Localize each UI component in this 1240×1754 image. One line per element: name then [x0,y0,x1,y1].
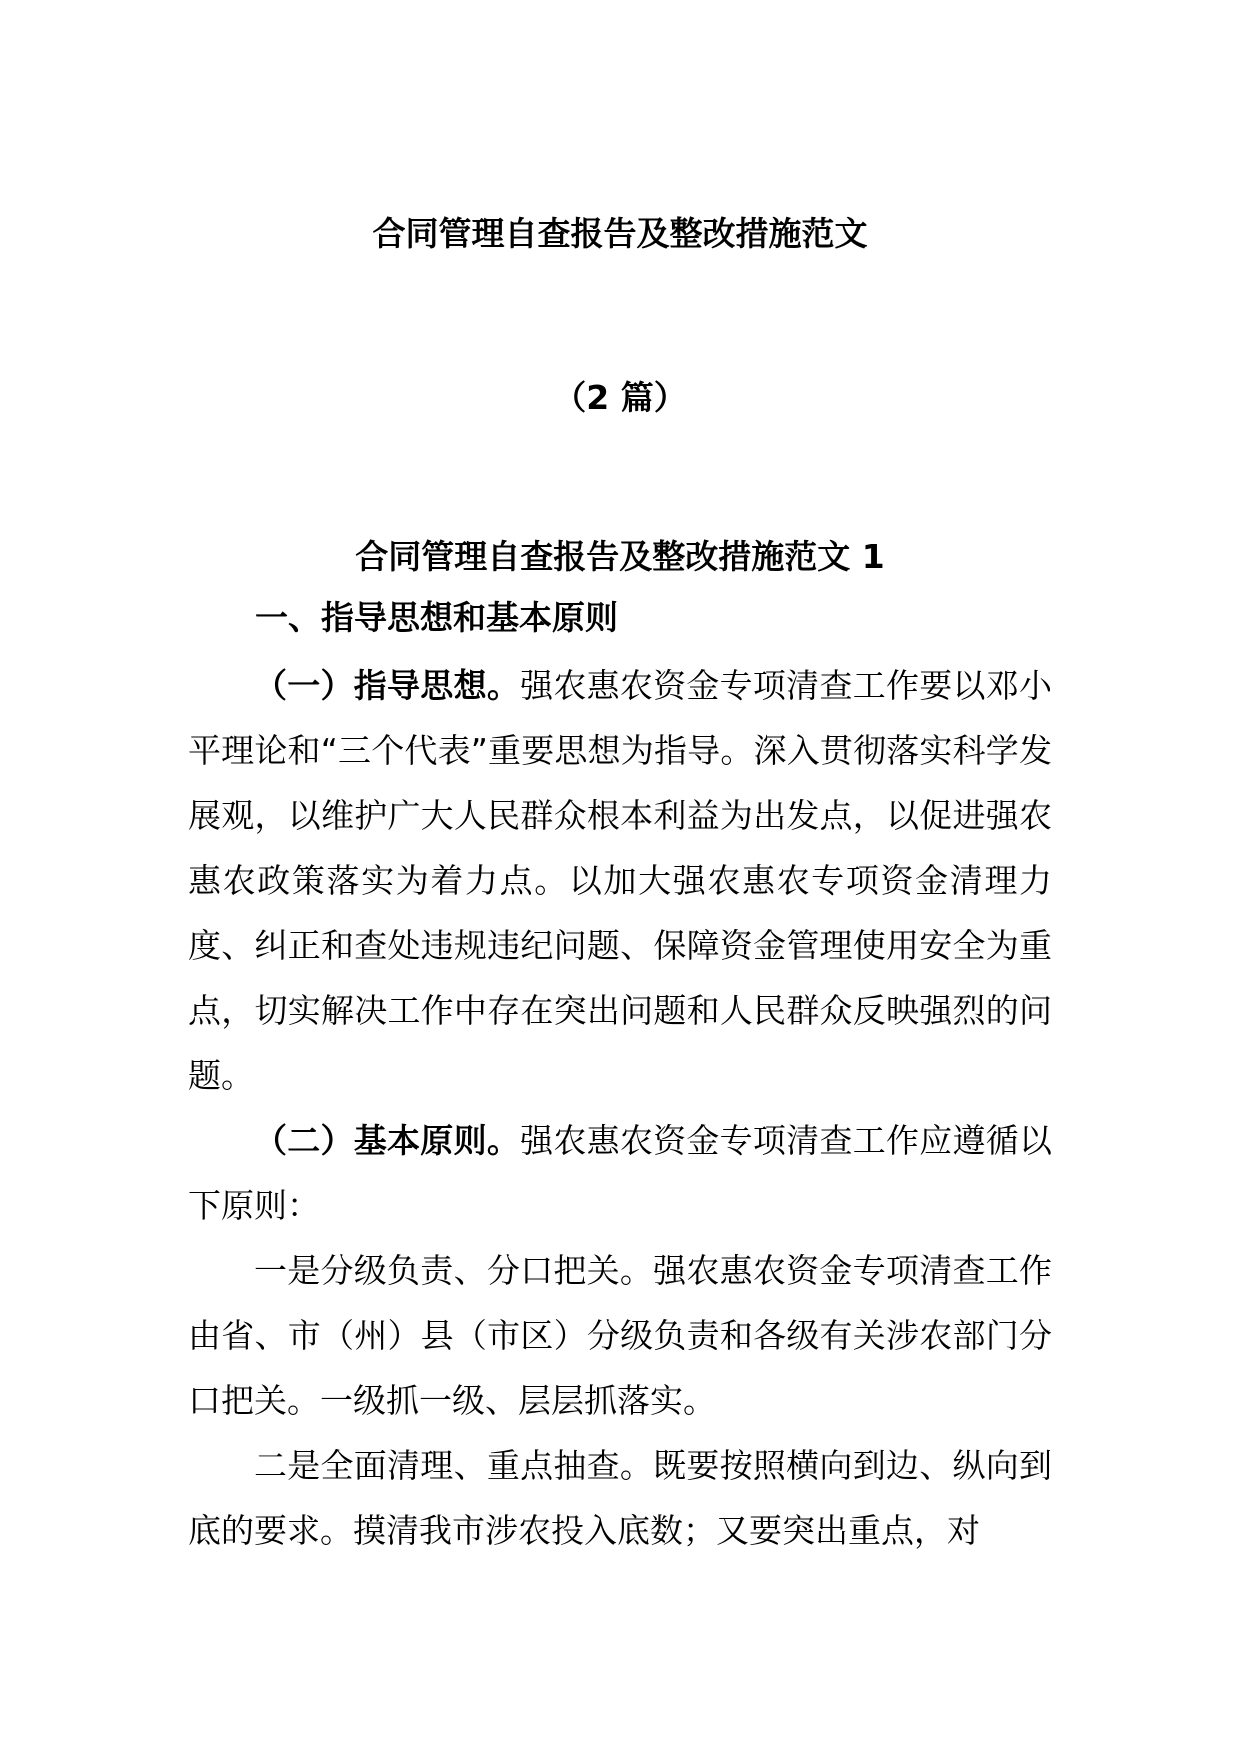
paragraph-lead: （二）基本原则。 [254,1121,521,1160]
document-title: 合同管理自查报告及整改措施范文 [372,214,868,253]
heading-guiding-principles: 一、指导思想和基本原则 [255,598,618,637]
paragraph-lead: （一）指导思想。 [254,666,521,705]
body-text [188,653,1052,1563]
paragraph-text: 二是全面清理、重点抽查。既要按照横向到边、纵向到底的要求。摸清我市涉农投入底数；又要突出重点，对 [188,1446,1052,1550]
paragraph-basic-principles [188,1108,1052,1238]
paragraph-text: 强农惠农资金专项清查工作要以邓小平理论和“三个代表”重要思想为指导。深入贯彻落实科学发展观，以维护广大人民群众根本利益为出发点，以促进强农惠农政策落实为着力点。以加大强农惠农专项资金清理力度、纠正和查处违规违纪问题、保障资金管理使用安全为重点，切实解决工作中存在突出问题和人民群众反映强烈的问题。 [188,666,1053,1095]
paragraph-guiding-thought [188,653,1052,1108]
paragraph-text: 一是分级负责、分口把关。强农惠农资金专项清查工作由省、市（州）县（市区）分级负责和各级有关涉农部门分口把关。一级抓一级、层层抓落实。 [188,1251,1052,1420]
paragraph-text: 强农惠农资金专项清查工作应遵循以下原则： [188,1121,1053,1225]
paragraph-principle-one [188,1238,1052,1433]
section-title: 合同管理自查报告及整改措施范文 1 [355,537,885,576]
paragraph-principle-two [188,1433,1052,1563]
document-subtitle: （2 篇） [553,378,687,417]
